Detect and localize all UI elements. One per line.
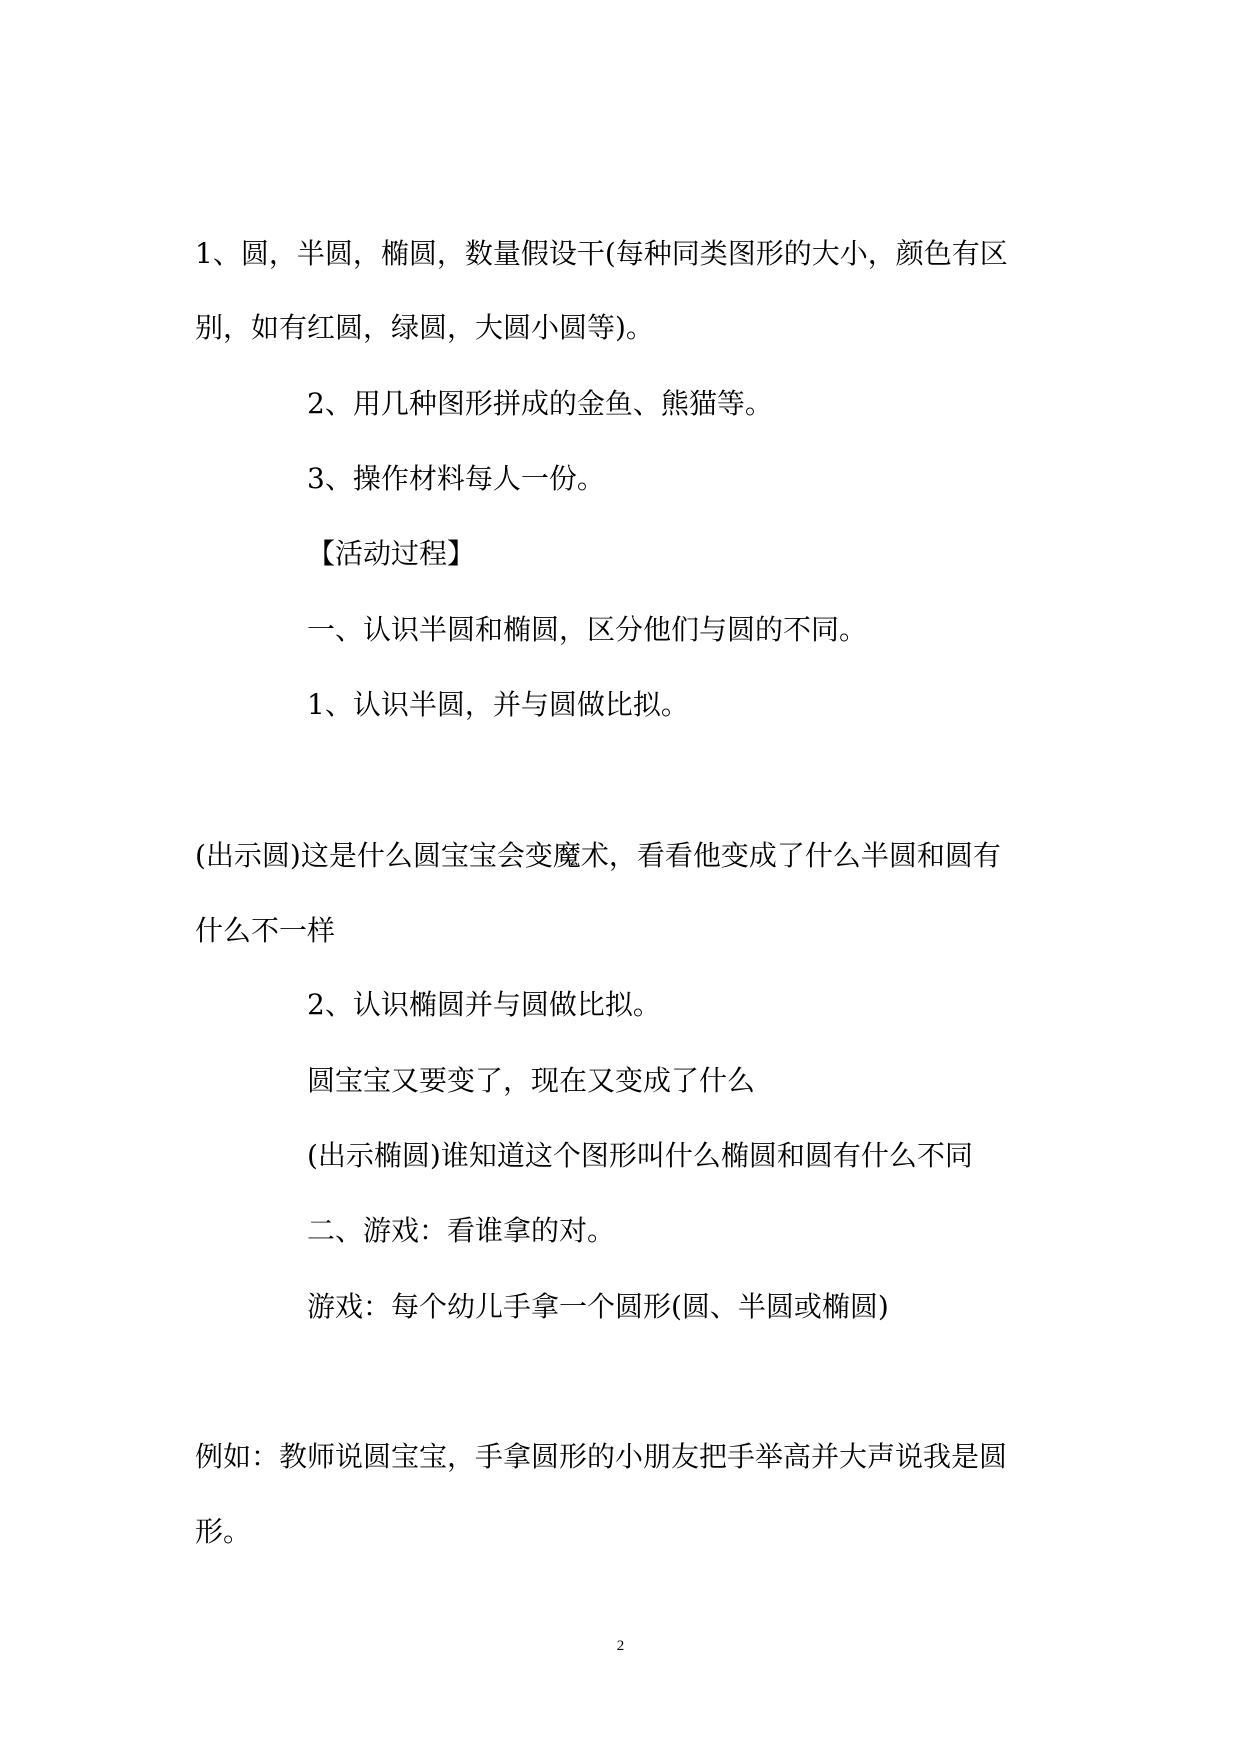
text-line-7: 1、认识半圆，并与圆做比拟。 bbox=[307, 688, 689, 721]
text-line-15: 例如：教师说圆宝宝，手拿圆形的小朋友把手举高并大声说我是圆 bbox=[195, 1440, 1008, 1473]
text-line-10: 2、认识椭圆并与圆做比拟。 bbox=[307, 988, 661, 1021]
page-number: 2 bbox=[616, 1638, 625, 1654]
text-line-1: 1、圆，半圆，椭圆，数量假设干(每种同类图形的大小，颜色有区 bbox=[195, 237, 1008, 270]
text-line-4: 3、操作材料每人一份。 bbox=[307, 462, 605, 495]
text-line-6: 一、认识半圆和椭圆，区分他们与圆的不同。 bbox=[307, 613, 868, 646]
text-line-3: 2、用几种图形拼成的金鱼、熊猫等。 bbox=[307, 387, 773, 420]
section-heading: 【活动过程】 bbox=[307, 537, 476, 570]
text-line-9: 什么不一样 bbox=[195, 914, 336, 947]
text-line-8: (出示圆)这是什么圆宝宝会变魔术，看看他变成了什么半圆和圆有 bbox=[195, 839, 1001, 872]
text-line-16: 形。 bbox=[195, 1515, 252, 1548]
text-line-13: 二、游戏：看谁拿的对。 bbox=[307, 1214, 616, 1247]
text-line-12: (出示椭圆)谁知道这个图形叫什么椭圆和圆有什么不同 bbox=[307, 1139, 973, 1172]
text-line-14: 游戏：每个幼儿手拿一个圆形(圆、半圆或椭圆) bbox=[307, 1290, 889, 1323]
text-line-11: 圆宝宝又要变了，现在又变成了什么 bbox=[307, 1064, 756, 1097]
text-line-2: 别，如有红圆，绿圆，大圆小圆等)。 bbox=[195, 311, 654, 344]
